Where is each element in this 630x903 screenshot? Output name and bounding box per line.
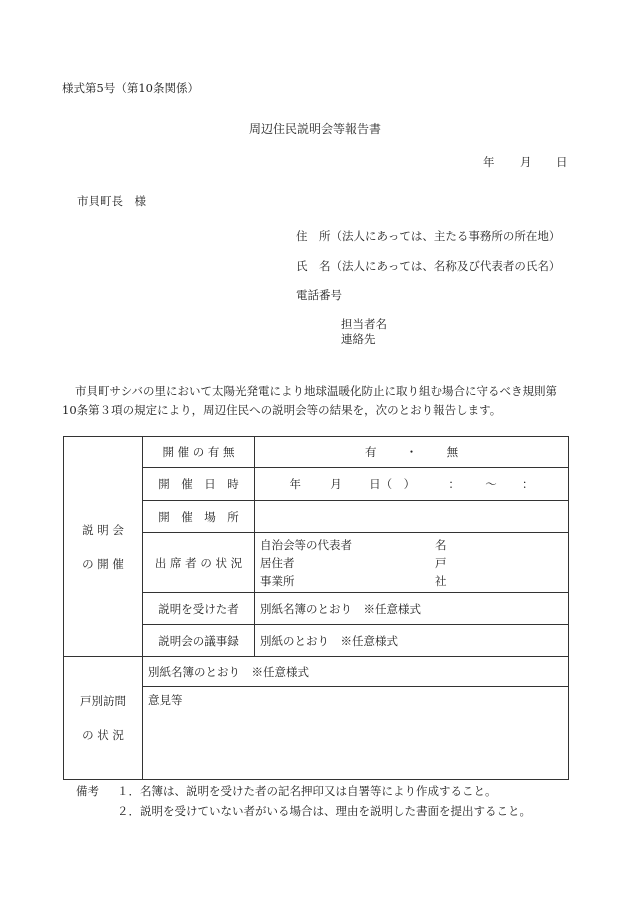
minutes-label: 説明会の議事録 (143, 625, 255, 657)
form-number: 様式第5号（第10条関係） (62, 81, 199, 95)
date-day: 日 (556, 155, 568, 169)
person-in-charge-label: 担当者名 (341, 317, 387, 331)
name-label: 氏 名（法人にあっては、名称及び代表者の氏名） (296, 259, 561, 273)
att-businesses-label: 事業所 (260, 573, 295, 588)
body-text-line1: 市貝町サシバの里において太陽光発電により地球温暖化防止に取り組む場合に守るべき規則第 (75, 384, 557, 398)
section-visit-line2: の 状 況 (82, 728, 124, 742)
attendance-row-representatives (260, 536, 568, 554)
document-title: 周辺住民説明会等報告書 (249, 122, 382, 136)
held-label: 開 催 の 有 無 (143, 437, 255, 468)
held-options[interactable] (255, 437, 569, 468)
dt-day: 日（ ） (369, 477, 416, 491)
place-field[interactable] (255, 501, 569, 533)
note-2: ２．説明を受けていない者がいる場合は、理由を説明した書面を提出すること。 (117, 804, 531, 818)
att-representatives-unit: 名 (435, 537, 447, 552)
dt-colon-start: ： (448, 477, 460, 491)
dt-month: 月 (330, 477, 342, 491)
datetime-label: 開 催 日 時 (143, 468, 255, 501)
section-briefing-line2: の 開 催 (82, 556, 124, 571)
att-representatives-label: 自治会等の代表者 (260, 537, 352, 552)
section-briefing-line1: 説 明 会 (82, 522, 124, 537)
address-label: 住 所（法人にあっては、主たる事務所の所在地） (296, 229, 561, 243)
held-yes[interactable]: 有 (364, 445, 377, 459)
phone-label: 電話番号 (296, 288, 342, 302)
att-businesses-unit: 社 (435, 573, 447, 588)
held-no[interactable]: 無 (446, 445, 459, 459)
note-1: １．名簿は、説明を受けた者の記名押印又は自署等により作成すること。 (117, 784, 497, 798)
dt-year: 年 (289, 477, 301, 491)
attendance-row-residents (260, 554, 568, 572)
section-visit-header (64, 657, 143, 780)
att-residents-unit: 戸 (435, 555, 447, 570)
att-residents-label: 居住者 (260, 555, 295, 570)
recipients-label: 説明を受けた者 (143, 593, 255, 625)
contact-label: 連絡先 (341, 332, 376, 346)
addressee: 市貝町長 様 (77, 194, 146, 208)
opinions-label: 意見等 (148, 693, 183, 707)
held-dot: ・ (405, 445, 418, 459)
dt-tilde: ～ (485, 477, 497, 491)
opinions-field[interactable] (143, 687, 569, 780)
section-visit-line1: 戸別訪問 (80, 694, 126, 708)
attendance-label: 出 席 者 の 状 況 (143, 533, 255, 593)
attendance-row-businesses (260, 572, 568, 590)
visit-value: 別紙名簿のとおり ※任意様式 (143, 657, 569, 687)
recipients-value: 別紙名簿のとおり ※任意様式 (255, 593, 569, 625)
place-label: 開 催 場 所 (143, 501, 255, 533)
notes-label: 備考 (76, 784, 99, 798)
date-month: 月 (520, 155, 532, 169)
body-text-line2: 10条第３項の規定により，周辺住民への説明会等の結果を，次のとおり報告します。 (62, 403, 502, 417)
date-year: 年 (483, 155, 495, 169)
minutes-value: 別紙のとおり ※任意様式 (255, 625, 569, 657)
report-table (63, 436, 569, 780)
dt-colon-end: ： (522, 477, 534, 491)
attendance-field[interactable] (255, 533, 569, 593)
datetime-field[interactable] (255, 468, 569, 501)
section-briefing-header (64, 437, 143, 657)
